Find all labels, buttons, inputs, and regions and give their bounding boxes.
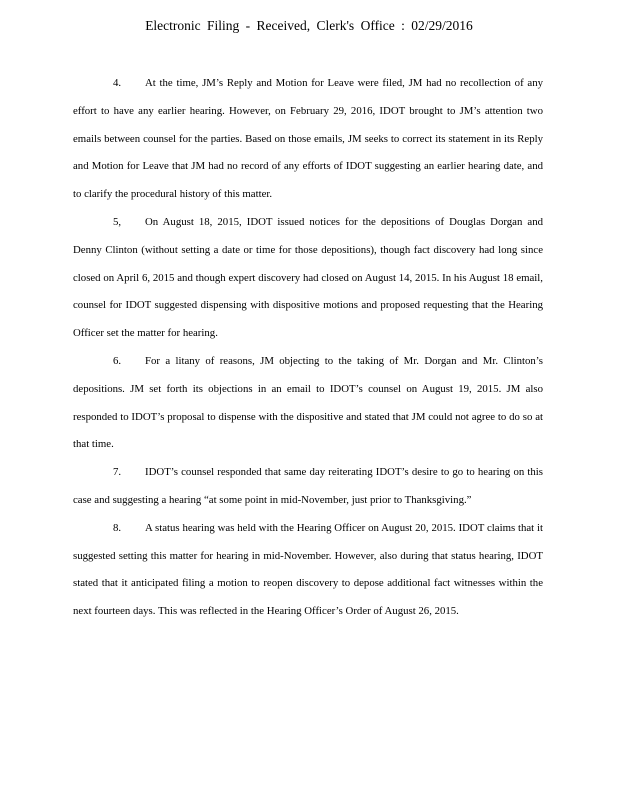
paragraph-number: 5, [113, 215, 122, 228]
paragraph-number: 4. [113, 77, 122, 89]
paragraph-text: At the time, JM’s Reply and Motion for Leave were filed, JM had no recollection of any effort to have any earlier hearing. However, on February 29, 2016, IDOT brought to JM’s attention two emails between counsel for the parties. Based on those emails, JM seeks to correct its statement in its Reply and Motion for Leave that JM had no record of any efforts of IDOT suggesting an earlier hearing date, and to clarify the procedural history of this matter. [73, 77, 543, 201]
paragraph-text: IDOT’s counsel responded that same day reiterating IDOT’s desire to go to hearing on this case and suggesting a hearing “at some point in mid-November, just prior to Thanksgiving.” [73, 466, 543, 506]
paragraph-number: 6. [113, 354, 122, 367]
paragraph-6 [73, 348, 543, 459]
paragraph-number: 8. [113, 521, 122, 534]
paragraph-number: 7. [113, 466, 122, 479]
filing-stamp-header: Electronic Filing - Received, Clerk's Office : 02/29/2016 [145, 18, 473, 33]
paragraph-text: On August 18, 2015, IDOT issued notices for the depositions of Douglas Dorgan and Denny Clinton (without setting a date or time for those depositions), though fact discovery had long since closed on April 6, 2015 and though expert discovery had closed on August 14, 2015. In his August 18 email, counsel for IDOT suggested dispensing with dispositive motions and proposed requesting that the Hearing Officer set the matter for hearing. [73, 215, 543, 340]
document-body [73, 70, 543, 626]
paragraph-7 [73, 459, 543, 515]
paragraph-text: For a litany of reasons, JM objecting to the taking of Mr. Dorgan and Mr. Clinton’s depositions. JM set forth its objections in an email to IDOT’s counsel on August 19, 2015. JM also responded to IDOT’s proposal to dispense with the dispositive and stated that JM could not agree to do so at that time. [73, 354, 543, 451]
paragraph-8 [73, 515, 543, 626]
paragraph-4 [73, 70, 543, 209]
paragraph-5 [73, 209, 543, 348]
paragraph-text: A status hearing was held with the Hearing Officer on August 20, 2015. IDOT claims that it suggested setting this matter for hearing in mid-November. However, also during that status hearing, IDOT stated that it anticipated filing a motion to reopen discovery to depose additional fact witnesses within the next fourteen days. This was reflected in the Hearing Officer’s Order of August 26, 2015. [73, 521, 543, 618]
